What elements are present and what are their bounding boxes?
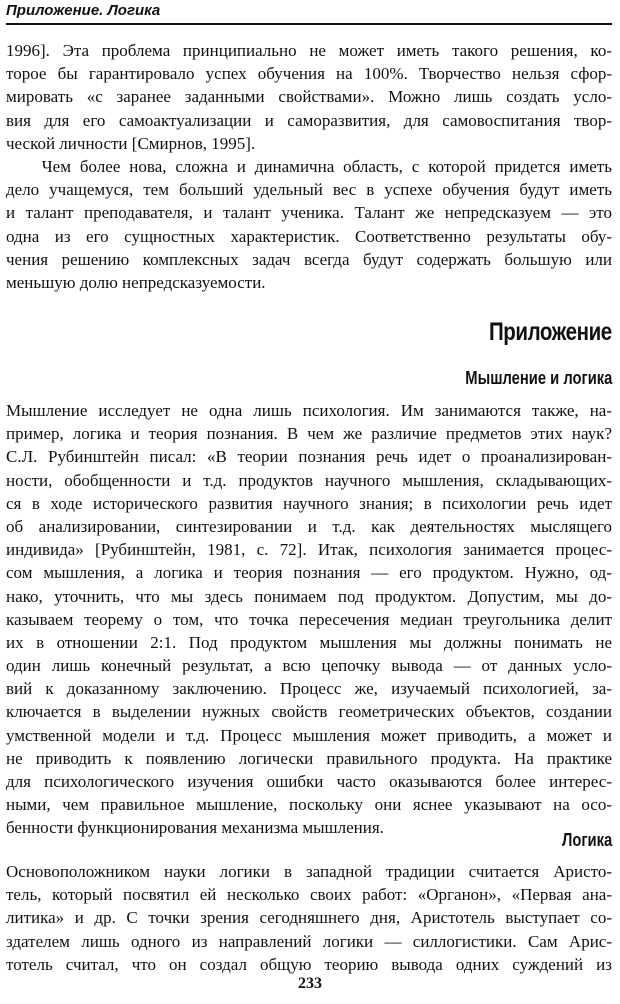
- text-line: один лишь конечный результат, а всю цепочку вывода — от данных усло-: [6, 656, 612, 676]
- text-line: Чем более нова, сложна и динамична область, с которой придется иметь: [6, 157, 612, 176]
- text-line: Основоположником науки логики в западной традиции считается Аристо-: [6, 862, 612, 881]
- text-line: меньшую долю непредсказуемости.: [6, 272, 266, 292]
- text-line: здателем лишь одного из направлений логики — силлогистики. Сам Арис-: [6, 931, 612, 951]
- text-line: и талант преподавателя, и талант ученика. Талант же непредсказуем — это: [6, 203, 612, 223]
- text-line: сом мышления, а логика и теория познания — его продуктом. Нужно, од-: [6, 563, 612, 583]
- text-line: Мышление исследует не одна лишь психология. Им занимаются также, на-: [6, 401, 612, 420]
- text-line: тель, который посвятил ей несколько своих работ: «Органон», «Первая ана-: [6, 885, 612, 905]
- section-title: Приложение: [489, 318, 612, 346]
- text-line: чения решению комплексных задач всегда будут содержать большую или: [6, 249, 612, 269]
- text-line: ся в ходе исторического развития научного знания; в психологии речь идет: [6, 493, 612, 513]
- paragraph-2: [6, 155, 612, 294]
- subsection-title-logic: Логика: [561, 830, 612, 850]
- text-line: ключается в выделении нужных свойств геометрических объектов, создании: [6, 702, 612, 722]
- text-line: одна из его сущностных характеристик. Соответственно результаты обу-: [6, 226, 612, 246]
- text-line: казываем теорему о том, что точка пересечения медиан треугольника делит: [6, 609, 612, 629]
- text-line: пример, логика и теория познания. В чем же различие предметов этих наук?: [6, 424, 612, 444]
- text-line: ности, обобщенности и т.д. продуктов научного мышления, складывающих-: [6, 470, 612, 490]
- text-line: об анализировании, синтезировании и т.д. как деятельностях мыслящего: [6, 516, 612, 536]
- paragraph-1: [6, 39, 612, 155]
- text-line: нако, уточнить, что мы здесь понимаем под продуктом. Допустим, мы до-: [6, 586, 612, 606]
- text-line: бенности функционирования механизма мышления.: [6, 818, 384, 838]
- text-line: индивида» [Рубинштейн, 1981, с. 72]. Итак, психология занимается процес-: [6, 540, 612, 560]
- text-line: вий к доказанному заключению. Процесс же, изучаемый психологией, за-: [6, 679, 612, 699]
- text-line: вия для его самоактуализации и саморазвития, для самовоспитания твор-: [6, 110, 612, 130]
- text-line: литика» и др. С точки зрения сегодняшнего дня, Аристотель выступает со-: [6, 908, 612, 928]
- text-line: не приводить к появлению логически правильного продукта. На практике: [6, 748, 612, 768]
- subsection-1-body: [6, 399, 612, 840]
- text-line: С.Л. Рубинштейн писал: «В теории познания речь идет о проанализирован-: [6, 447, 612, 467]
- text-line: дело учащемуся, тем больший удельный вес в успехе обучения будут иметь: [6, 180, 612, 200]
- page-number: 233: [298, 975, 322, 992]
- text-line: 1996]. Эта проблема принципиально не может иметь такого решения, ко-: [6, 41, 612, 60]
- text-line: торое бы гарантировало успех обучения на 100%. Творчество нельзя сфор-: [6, 64, 612, 84]
- text-line: их в отношении 2:1. Под продуктом мышления мы должны понимать не: [6, 632, 612, 652]
- text-line: тотель считал, что он создал общую теорию вывода одних суждений из: [6, 954, 612, 974]
- subsection-2-body: [6, 860, 612, 976]
- running-head: Приложение. Логика: [6, 0, 612, 25]
- subsection-title-thinking-and-logic: Мышление и логика: [464, 368, 612, 388]
- text-line: мировать «с заранее заданными свойствами». Можно лишь создать усло-: [6, 87, 612, 107]
- text-line: ными, чем правильное мышление, поскольку они яснее указывают на осо-: [6, 795, 612, 815]
- text-line: ческой личности [Смирнов, 1995].: [6, 133, 256, 153]
- text-line: умственной модели и т.д. Процесс мышления может приводить, а может и: [6, 725, 612, 745]
- text-line: для психологического изучения ошибки часто оказываются более интерес-: [6, 772, 612, 791]
